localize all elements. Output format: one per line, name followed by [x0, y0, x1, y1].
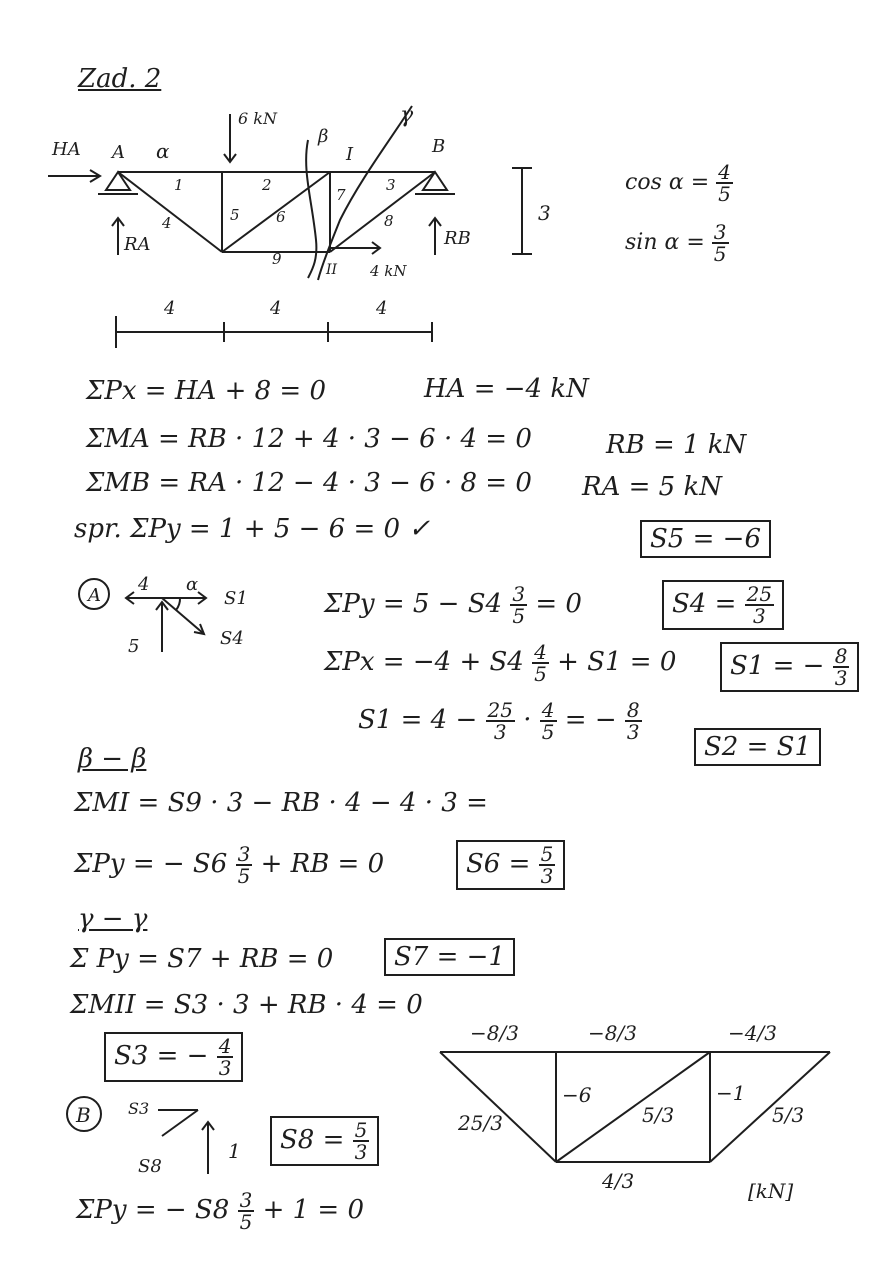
result-top-mid: −8/3: [588, 1021, 637, 1045]
node-b-label: B: [76, 1103, 91, 1127]
label-ha: HA: [52, 139, 81, 160]
eq-sum-px: ΣPx = HA + 8 = 0: [86, 376, 327, 406]
eq-check: spr. ΣPy = 1 + 5 − 6 = 0 ✓: [74, 514, 431, 544]
node-a-s1-d2: 5: [541, 720, 555, 744]
result-s6: [456, 840, 565, 890]
member-7-label: 7: [336, 186, 346, 204]
section-beta-curve: [306, 140, 316, 278]
result-s1-den: 3: [834, 666, 848, 690]
eq-rb-result: RB = 1 kN: [606, 430, 747, 460]
eq-sum-mb: ΣMB = RA · 12 − 4 · 3 − 6 · 8 = 0: [86, 468, 532, 498]
node-a-f5: 5: [128, 636, 140, 657]
node-a-px-rhs: + S1 = 0: [557, 647, 677, 677]
support-a: [106, 172, 130, 190]
node-a-px: [324, 642, 676, 684]
span-1-label: 4: [164, 298, 176, 319]
truss-sketch: [40, 100, 640, 370]
node-a-s1-d1: 3: [493, 720, 507, 744]
result-s1-num: 8: [834, 644, 848, 668]
result-s3-lhs: S3 = −: [114, 1041, 209, 1071]
node-a-s1-d3: 3: [626, 720, 640, 744]
result-s3: [104, 1032, 243, 1082]
cos-alpha: [625, 162, 733, 204]
node-a-px-den: 5: [534, 662, 547, 686]
section-beta-py-lhs: ΣPy = − S6: [74, 849, 228, 879]
result-left-diag: 25/3: [458, 1111, 503, 1135]
member-8-label: 8: [384, 212, 394, 230]
result-vert-left: −6: [562, 1083, 592, 1107]
label-height: 3: [538, 201, 551, 225]
result-s7: S7 = −1: [384, 938, 515, 976]
label-alpha: α: [156, 139, 170, 163]
label-load-top: 6 kN: [238, 109, 277, 128]
section-gamma-py: Σ Py = S7 + RB = 0: [70, 944, 334, 974]
node-a-s4: S4: [220, 628, 244, 649]
result-top-left: −8/3: [470, 1021, 519, 1045]
label-rb: RB: [444, 228, 471, 249]
member-6-label: 6: [276, 208, 286, 226]
sin-alpha-lhs: sin α =: [625, 230, 705, 255]
result-s6-num: 5: [540, 842, 554, 866]
label-ra: RA: [124, 234, 151, 255]
section-beta-py: [74, 844, 384, 886]
section-beta-py-den: 5: [237, 864, 251, 888]
node-a-label: A: [88, 585, 101, 606]
cos-alpha-den: 5: [718, 182, 731, 206]
result-s8-num: 5: [354, 1118, 368, 1142]
result-s8-den: 3: [354, 1140, 368, 1164]
result-s1-lhs: S1 = −: [730, 651, 825, 681]
sin-alpha: [625, 222, 729, 264]
result-s8: [270, 1116, 379, 1166]
problem-title: Zad. 2: [78, 64, 162, 94]
result-force-diagram: [430, 1010, 850, 1210]
node-a-alpha: α: [186, 574, 199, 595]
result-s4-lhs: S4 =: [672, 589, 737, 619]
result-s3-num: 4: [218, 1034, 232, 1058]
node-b-py-den: 5: [239, 1210, 253, 1234]
node-b-py: [76, 1190, 364, 1232]
result-s3-den: 3: [218, 1056, 232, 1080]
span-2-label: 4: [270, 298, 282, 319]
label-load-bottom: 4 kN: [370, 262, 407, 280]
node-a-py-num: 3: [512, 582, 526, 606]
node-a-py-lhs: ΣPy = 5 − S4: [324, 589, 503, 619]
node-a-s1-n1: 25: [487, 698, 513, 722]
cos-alpha-num: 4: [718, 160, 731, 184]
cos-alpha-lhs: cos α =: [625, 170, 710, 195]
result-s1: [720, 642, 859, 692]
result-s6-den: 3: [540, 864, 554, 888]
node-a-s1-lhs: S1 = 4 −: [358, 705, 478, 735]
result-s4: [662, 580, 784, 630]
section-gamma-heading: γ − γ: [78, 904, 148, 934]
sin-alpha-den: 5: [713, 242, 727, 266]
label-node-i: I: [346, 144, 354, 165]
node-a-py-rhs: = 0: [535, 589, 582, 619]
result-diag-mid: 5/3: [642, 1103, 675, 1127]
section-beta-heading: β − β: [78, 744, 147, 774]
node-a-s1-dot: ·: [523, 705, 532, 735]
node-a-fbd: [76, 572, 266, 662]
section-beta-mi: ΣMI = S9 · 3 − RB · 4 − 4 · 3 =: [74, 788, 488, 818]
member-3-label: 3: [386, 176, 396, 194]
member-8-line: [330, 172, 435, 252]
node-a-py-den: 5: [512, 604, 526, 628]
node-a-f4: 4: [138, 574, 150, 595]
eq-ra-result: RA = 5 kN: [582, 472, 722, 502]
node-a-s1: S1: [224, 588, 248, 609]
node-b-fbd: [58, 1088, 258, 1178]
node-b-py-rhs: + 1 = 0: [262, 1195, 365, 1225]
sin-alpha-num: 3: [713, 220, 727, 244]
node-b-s8: S8: [138, 1156, 162, 1177]
span-3-label: 4: [376, 298, 388, 319]
member-1-label: 1: [174, 176, 184, 194]
node-b-py-num: 3: [239, 1188, 253, 1212]
section-gamma-mii: ΣMII = S3 · 3 + RB · 4 = 0: [70, 990, 423, 1020]
member-4-label: 4: [162, 214, 172, 232]
label-node-ii: II: [326, 262, 338, 278]
result-s4-num: 25: [746, 582, 773, 606]
node-a-py: [324, 584, 582, 626]
result-right-diag: 5/3: [772, 1103, 805, 1127]
result-vert-right: −1: [716, 1081, 746, 1105]
result-s6-lhs: S6 =: [466, 849, 531, 879]
result-s5: S5 = −6: [640, 520, 771, 558]
result-s4-den: 3: [753, 604, 766, 628]
label-gamma: γ: [400, 103, 414, 128]
node-a-s1-calc: [358, 700, 642, 742]
node-a-s1-n3: 8: [626, 698, 640, 722]
section-gamma-curve: [318, 106, 412, 280]
node-a-s1-n2: 4: [541, 698, 555, 722]
section-beta-py-num: 3: [237, 842, 251, 866]
node-b-py-lhs: ΣPy = − S8: [76, 1195, 230, 1225]
node-a-px-lhs: ΣPx = −4 + S4: [324, 647, 524, 677]
result-s2: S2 = S1: [694, 728, 821, 766]
label-b: B: [432, 136, 446, 157]
section-beta-py-rhs: + RB = 0: [260, 849, 385, 879]
result-bottom: 4/3: [602, 1169, 635, 1193]
support-b: [423, 172, 447, 190]
result-top-right: −4/3: [728, 1021, 777, 1045]
node-b-f1: 1: [228, 1139, 241, 1163]
eq-sum-ma: ΣMA = RB · 12 + 4 · 3 − 6 · 4 = 0: [86, 424, 532, 454]
node-a-px-num: 4: [534, 640, 547, 664]
node-b-s3: S3: [128, 1099, 150, 1118]
eq-ha-result: HA = −4 kN: [424, 374, 589, 404]
member-2-label: 2: [262, 176, 272, 194]
member-5-label: 5: [230, 206, 240, 224]
member-9-label: 9: [272, 250, 282, 268]
node-a-s1-eq: = −: [564, 705, 617, 735]
result-unit: [kN]: [748, 1179, 794, 1203]
label-a: A: [112, 142, 125, 163]
result-s8-lhs: S8 =: [280, 1125, 345, 1155]
label-beta: β: [318, 126, 329, 147]
